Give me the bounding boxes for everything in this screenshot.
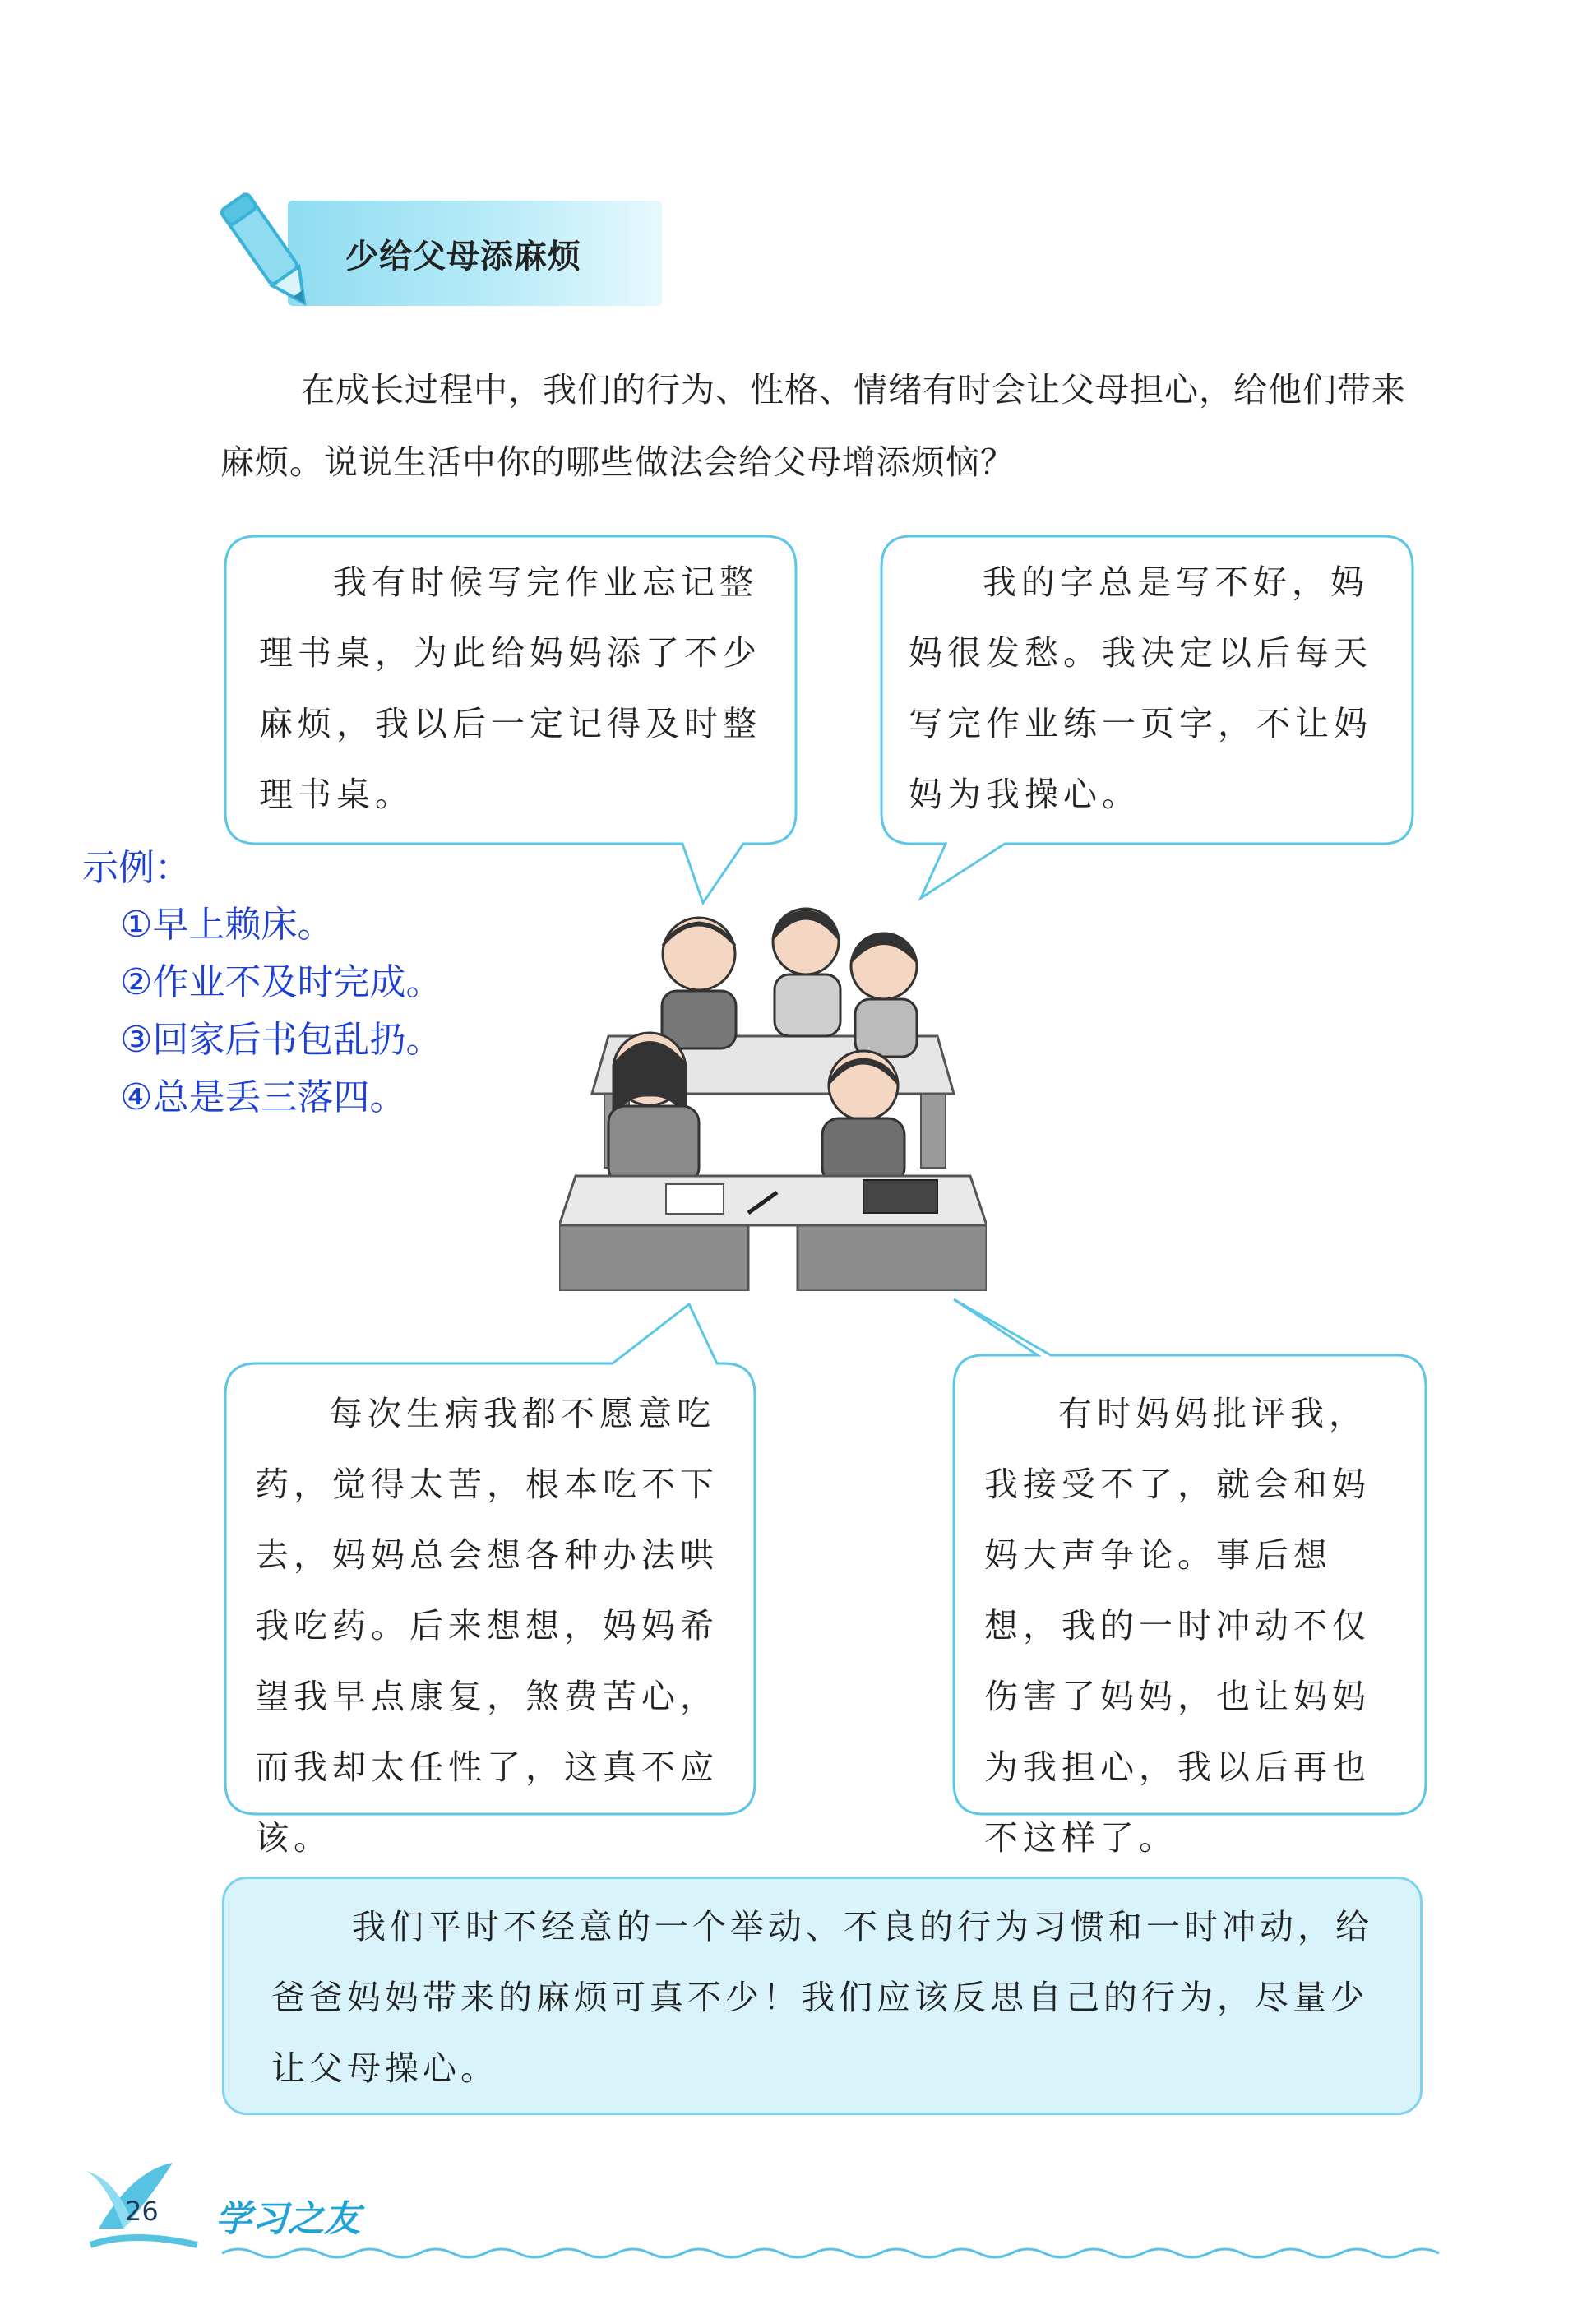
classroom-illustration: [559, 880, 987, 1291]
example-item: ④总是丢三落四。: [120, 1076, 406, 1118]
section-title: 少给父母添麻烦: [345, 238, 581, 275]
intro-paragraph: 在成长过程中，我们的行为、性格、情绪有时会让父母担心，给他们带来麻烦。说说生活中你的哪些做法会给父母增添烦恼？: [220, 370, 1406, 482]
page-number: 26: [125, 2196, 159, 2227]
bubble-1-text: 我有时候写完作业忘记整理书桌，为此给妈妈添了不少麻烦，我以后一定记得及时整理书桌。: [259, 562, 761, 814]
bubble-3-text: 每次生病我都不愿意吃药，觉得太苦，根本吃不下去，妈妈总会想各种办法哄我吃药。后来想想，妈妈希望我早点康复，煞费苦心，而我却太任性了，这真不应该。: [255, 1394, 719, 1858]
summary-text: 我们平时不经意的一个举动、不良的行为习惯和一时冲动，给爸爸妈妈带来的麻烦可真不少！我们应该反思自己的行为，尽量少让父母操心。: [271, 1907, 1373, 2088]
example-answers: [82, 840, 442, 1127]
bubble-4-text: 有时妈妈批评我，我接受不了，就会和妈妈大声争论。事后想想，我的一时冲动不仅伤害了妈妈，也让妈妈为我担心，我以后再也不这样了。: [984, 1394, 1371, 1858]
example-title: 示例：: [82, 847, 191, 889]
example-item: ③回家后书包乱扔。: [120, 1019, 442, 1061]
example-item: ①早上赖床。: [120, 904, 334, 946]
bubble-2-text: 我的字总是写不好，妈妈很发愁。我决定以后每天写完作业练一页字，不让妈妈为我操心。: [909, 562, 1372, 814]
brand-logo-text: 学习之友: [215, 2198, 360, 2240]
example-item: ②作业不及时完成。: [120, 961, 442, 1003]
